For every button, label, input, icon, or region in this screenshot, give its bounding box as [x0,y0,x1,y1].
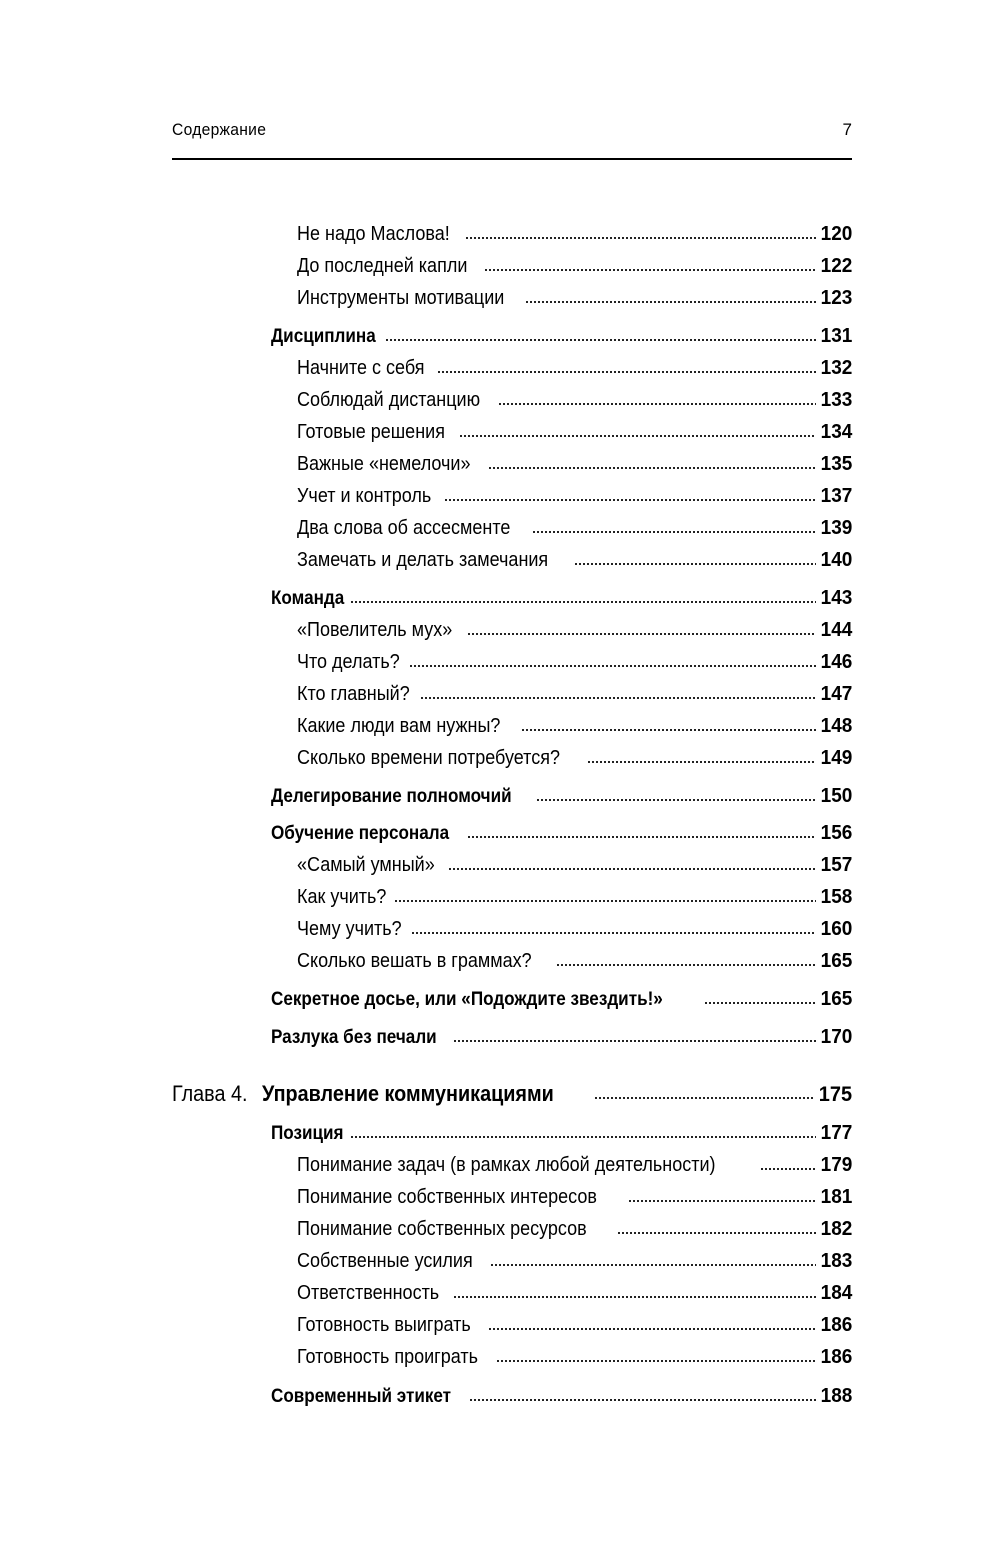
toc-section-entry[interactable] [271,778,852,808]
toc-page-number: 186 [820,1346,852,1368]
toc-subsection-entry[interactable] [297,708,852,738]
toc-subsection-entry[interactable] [297,248,852,278]
toc-chapter-entry[interactable] [172,1077,852,1107]
toc-page-number: 158 [820,886,852,908]
dot-leader [574,562,816,566]
dot-leader [488,466,816,470]
dot-leader [394,899,815,903]
dot-leader [420,696,815,700]
toc-page-number: 140 [820,549,852,571]
toc-entry-title: Замечать и делать замечания [297,549,549,571]
toc-subsection-entry[interactable] [297,612,852,642]
running-title: Содержание [172,120,267,139]
dot-leader [448,867,816,871]
running-header [172,112,852,160]
toc-subsection-entry[interactable] [297,280,852,310]
toc-page-number: 165 [820,950,852,972]
toc-entry-title: Понимание собственных интересов [297,1186,597,1208]
toc-subsection-entry[interactable] [297,1243,852,1273]
dot-leader [498,402,815,406]
chapter-prefix: Глава 4. [172,1081,248,1106]
dot-leader [350,600,815,604]
toc-page-number: 131 [820,325,852,347]
toc-section-entry[interactable] [271,981,852,1011]
toc-entry-title: Обучение персонала [271,823,450,844]
toc-page-number: 175 [818,1083,852,1106]
dot-leader [467,835,816,839]
toc-page-number: 139 [820,517,852,539]
toc-page-number: 160 [820,918,852,940]
toc-page-number: 188 [820,1385,852,1407]
toc-entry-title: Соблюдай дистанцию [297,389,481,411]
dot-leader [760,1167,816,1171]
toc-page-number: 182 [820,1218,852,1240]
toc-page-number: 148 [820,715,852,737]
toc-subsection-entry[interactable] [297,943,852,973]
toc-page-number: 179 [820,1154,852,1176]
toc-entry-title [172,1081,554,1107]
toc-subsection-entry[interactable] [297,847,852,877]
toc-page-number: 146 [820,651,852,673]
dot-leader [556,963,816,967]
dot-leader [459,434,815,438]
toc-entry-title: Современный этикет [271,1386,452,1407]
toc-entry-title: Собственные усилия [297,1250,473,1272]
toc-entry-title: Делегирование полномочий [271,786,512,807]
toc-page-number: 120 [820,223,852,245]
dot-leader [409,664,815,668]
dot-leader [453,1039,816,1043]
toc-page-number: 156 [820,822,852,844]
dot-leader [444,498,815,502]
toc-entry-title: Как учить? [297,886,387,908]
dot-leader [490,1263,815,1267]
toc-subsection-entry[interactable] [297,879,852,909]
toc-entry-title: Понимание собственных ресурсов [297,1218,587,1240]
toc-subsection-entry[interactable] [297,446,852,476]
toc-entry-title: Инструменты мотивации [297,287,505,309]
toc-page-number: 132 [820,357,852,379]
dot-leader [385,338,815,342]
toc-subsection-entry[interactable] [297,1179,852,1209]
toc-subsection-entry[interactable] [297,676,852,706]
toc-page-number: 147 [820,683,852,705]
toc-page-number: 184 [820,1282,852,1304]
toc-page-number: 157 [820,854,852,876]
toc-entry-title: До последней капли [297,255,468,277]
toc-entry-title: Начните с себя [297,357,425,379]
dot-leader [536,798,815,802]
toc-entry-title: Какие люди вам нужны? [297,715,501,737]
toc-entry-title: Команда [271,588,345,609]
toc-entry-title: «Самый умный» [297,854,435,876]
dot-leader [411,931,815,935]
toc-page-number: 135 [820,453,852,475]
toc-subsection-entry[interactable] [297,1275,852,1305]
toc-entry-title: Готовность проиграть [297,1346,478,1368]
toc-page-number: 123 [820,287,852,309]
toc-subsection-entry[interactable] [297,1147,852,1177]
toc-page-number: 177 [820,1122,852,1144]
toc-subsection-entry[interactable] [297,510,852,540]
toc-page-number: 183 [820,1250,852,1272]
toc-subsection-entry[interactable] [297,478,852,508]
toc-entry-title: Что делать? [297,651,400,673]
toc-entry-title: «Повелитель мух» [297,619,453,641]
dot-leader [437,370,816,374]
dot-leader [465,236,816,240]
toc-entry-title: Секретное досье, или «Подождите звездить!» [271,989,663,1010]
toc-entry-title: Чему учить? [297,918,402,940]
dot-leader [467,632,815,636]
toc-subsection-entry[interactable] [297,740,852,770]
dot-leader [532,530,816,534]
toc-subsection-entry[interactable] [297,216,852,246]
toc-subsection-entry[interactable] [297,1339,852,1369]
dot-leader [350,1135,816,1139]
dot-leader [484,268,815,272]
toc-page-number: 170 [820,1026,852,1048]
dot-leader [594,1096,814,1100]
toc-subsection-entry[interactable] [297,382,852,412]
toc-subsection-entry[interactable] [297,542,852,572]
toc-page-number: 186 [820,1314,852,1336]
toc-page-number: 144 [820,619,852,641]
page-number: 7 [842,120,852,139]
dot-leader [453,1295,816,1299]
toc-entry-title: Готовность выиграть [297,1314,471,1336]
toc-page-number: 150 [820,785,852,807]
toc-entry-title: Сколько вешать в граммах? [297,950,532,972]
dot-leader [587,760,815,764]
toc-page-number: 133 [820,389,852,411]
toc-entry-title: Позиция [271,1123,344,1144]
toc-subsection-entry[interactable] [297,1307,852,1337]
toc-page-number: 137 [820,485,852,507]
toc-page-number: 143 [820,587,852,609]
toc-entry-title: Не надо Маслова! [297,223,450,245]
toc-entry-title: Кто главный? [297,683,410,705]
toc-page-number: 181 [820,1186,852,1208]
dot-leader [488,1327,816,1331]
dot-leader [617,1231,816,1235]
toc-entry-title: Понимание задач (в рамках любой деятельности) [297,1154,716,1176]
toc-subsection-entry[interactable] [297,350,852,380]
toc-entry-title: Учет и контроль [297,485,432,507]
dot-leader [628,1199,815,1203]
dot-leader [704,1001,815,1005]
toc-page-number: 134 [820,421,852,443]
dot-leader [525,300,815,304]
toc-page-number: 122 [820,255,852,277]
toc-section-entry[interactable] [271,580,852,610]
toc-entry-title: Дисциплина [271,326,376,347]
toc-page-number: 165 [820,988,852,1010]
dot-leader [469,1398,816,1402]
toc-section-entry[interactable] [271,1378,852,1408]
toc-entry-title: Важные «немелочи» [297,453,471,475]
toc-entry-title: Сколько времени потребуется? [297,747,560,769]
toc-entry-title: Разлука без печали [271,1027,437,1048]
toc-section-entry[interactable] [271,1019,852,1049]
toc-entry-title: Два слова об ассесменте [297,517,511,539]
toc-entry-title: Готовые решения [297,421,445,443]
chapter-title: Управление коммуникациями [262,1081,554,1106]
dot-leader [521,728,816,732]
toc-section-entry[interactable] [271,1115,852,1145]
toc-subsection-entry[interactable] [297,911,852,941]
toc-section-entry[interactable] [271,318,852,348]
dot-leader [496,1359,816,1363]
toc-subsection-entry[interactable] [297,1211,852,1241]
toc-section-entry[interactable] [271,815,852,845]
toc-entry-title: Ответственность [297,1282,440,1304]
toc-subsection-entry[interactable] [297,644,852,674]
toc-page-number: 149 [820,747,852,769]
toc-subsection-entry[interactable] [297,414,852,444]
